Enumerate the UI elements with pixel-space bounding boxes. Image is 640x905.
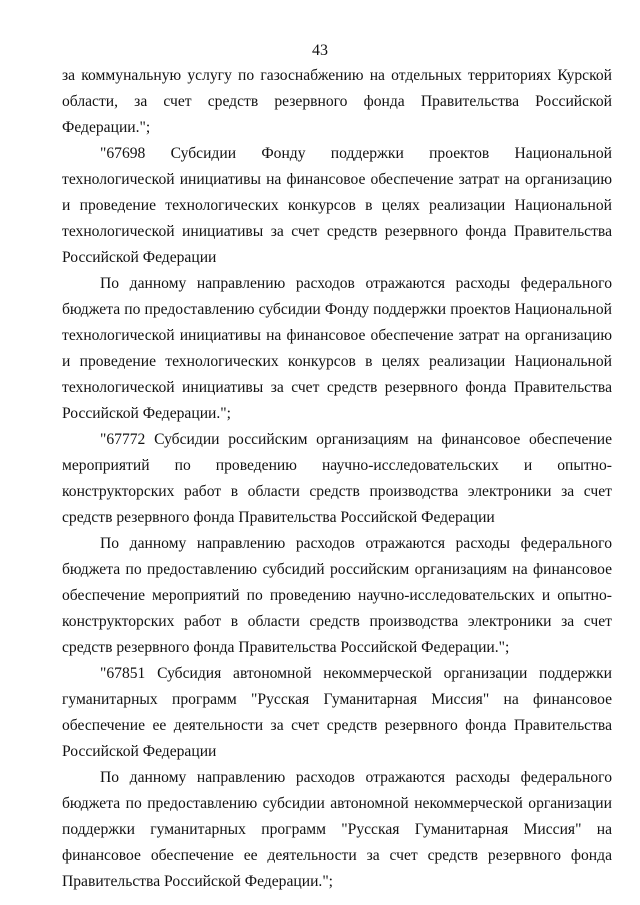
paragraph-code-67698: "67698 Субсидии Фонду поддержки проектов Национальной технологической инициативы на финансовое обеспечение затрат на организацию и проведение технологических конкурсов в целях реализации Национальной технологической инициативы за счет средств резервного фонда Правительства Российской Федерации <box>62 145 612 266</box>
page-number: 43 <box>312 42 328 59</box>
paragraph-code-67772: "67772 Субсидии российским организациям на финансовое обеспечение мероприятий по проведению научно-исследовательских и опытно-конструкторских работ в области средств производства электроники за счет средств резервного фонда Правительства Российской Федерации <box>62 431 612 526</box>
paragraph-description-67698: По данному направлению расходов отражаются расходы федерального бюджета по предоставлению субсидии Фонду поддержки проектов Национальной технологической инициативы на финансовое обеспечение затрат на организацию и проведение технологических конкурсов в целях реализации Национальной технологической инициативы за счет средств резервного фонда Правительства Российской Федерации."; <box>62 275 612 422</box>
paragraph-code-67851: "67851 Субсидия автономной некоммерческой организации поддержки гуманитарных программ "Русская Гуманитарная Миссия" на финансовое обеспечение ее деятельности за счет средств резервного фонда Правительства Российской Федерации <box>62 665 612 760</box>
paragraph-description-67772: По данному направлению расходов отражаются расходы федерального бюджета по предоставлению субсидий российским организациям на финансовое обеспечение мероприятий по проведению научно-исследовательских и опытно-конструкторских работ в области средств производства электроники за счет средств резервного фонда Правительства Российской Федерации."; <box>62 535 612 656</box>
paragraph-description-67851: По данному направлению расходов отражаются расходы федерального бюджета по предоставлению субсидии автономной некоммерческой организации поддержки гуманитарных программ "Русская Гуманитарная Миссия" на финансовое обеспечение ее деятельности за счет средств резервного фонда Правительства Российской Федерации."; <box>62 769 612 890</box>
document-body <box>62 63 612 895</box>
paragraph-continuation: за коммунальную услугу по газоснабжению на отдельных территориях Курской области, за счет средств резервного фонда Правительства Российской Федерации."; <box>62 67 612 136</box>
